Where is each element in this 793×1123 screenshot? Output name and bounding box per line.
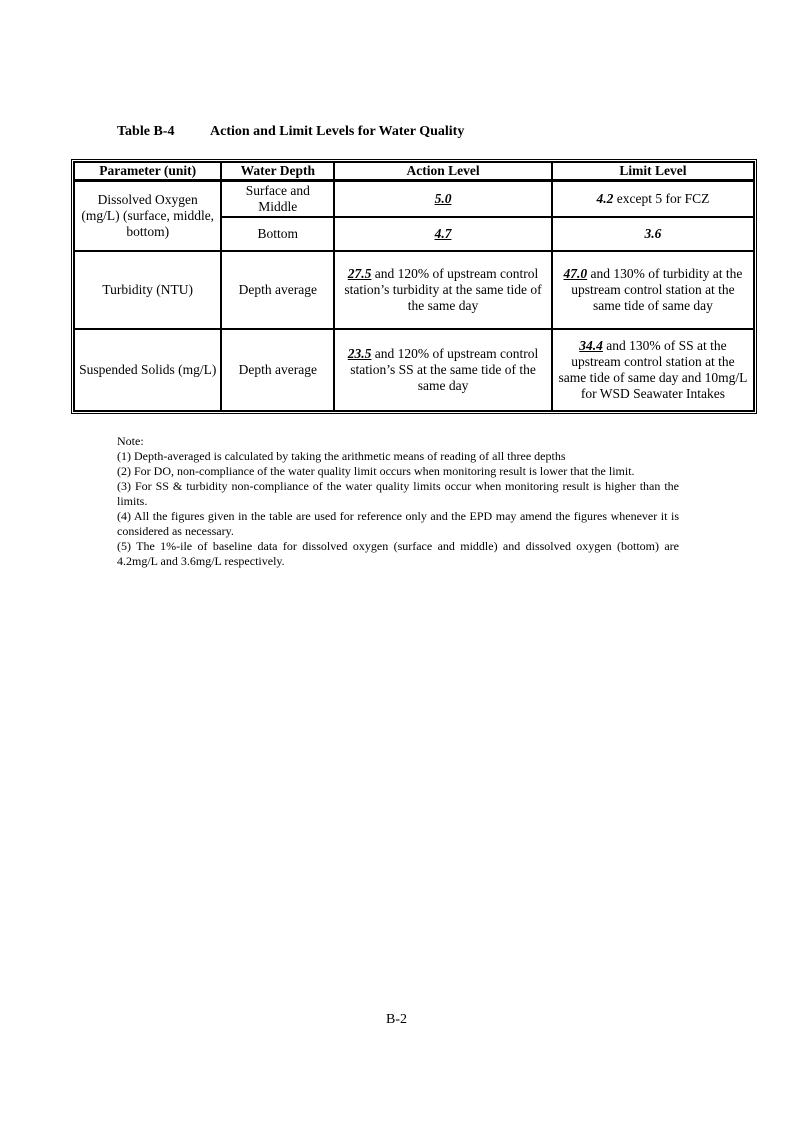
table-caption: Action and Limit Levels for Water Quality <box>210 124 465 139</box>
note-item: (1) Depth-averaged is calculated by taking the arithmetic means of reading of all three depths <box>117 449 566 463</box>
cell-action-ss <box>334 329 552 411</box>
header-water-depth: Water Depth <box>221 162 334 181</box>
cell-parameter-dissolved-oxygen: Dissolved Oxygen (mg/L) (surface, middle, bottom) <box>74 181 221 251</box>
limit-value: 4.2 <box>596 191 614 206</box>
table-row <box>74 181 754 217</box>
limit-value: 3.6 <box>644 226 662 241</box>
cell-depth-surface-middle: Surface and Middle <box>221 181 334 217</box>
header-action-level: Action Level <box>334 162 552 181</box>
notes-section <box>117 434 679 569</box>
cell-action-do-bottom <box>334 217 552 251</box>
cell-parameter-suspended-solids: Suspended Solids (mg/L) <box>74 329 221 411</box>
cell-depth-bottom: Bottom <box>221 217 334 251</box>
page-number: B-2 <box>386 1012 407 1027</box>
table-row <box>74 251 754 329</box>
action-value: 4.7 <box>434 226 452 241</box>
table-title <box>117 124 464 140</box>
cell-limit-do-bottom <box>552 217 754 251</box>
limit-text: and 130% of turbidity at the upstream control station at the same tide of same day <box>571 266 743 313</box>
notes-heading: Note: <box>117 434 144 448</box>
action-value: 27.5 <box>347 266 372 281</box>
cell-depth-turbidity: Depth average <box>221 251 334 329</box>
table-label: Table B-4 <box>117 124 175 139</box>
cell-limit-turbidity <box>552 251 754 329</box>
action-text: and 120% of upstream control station’s SS at the same tide of the same day <box>350 346 539 393</box>
cell-action-turbidity <box>334 251 552 329</box>
note-item: (2) For DO, non-compliance of the water quality limit occurs when monitoring result is lower that the limit. <box>117 464 635 478</box>
limit-text: and 130% of SS at the upstream control station at the same tide of same day and 10mg/L for WSD Seawater Intakes <box>558 338 748 401</box>
cell-parameter-turbidity: Turbidity (NTU) <box>74 251 221 329</box>
limit-value: 34.4 <box>579 338 603 353</box>
cell-depth-ss: Depth average <box>221 329 334 411</box>
cell-limit-do-surface <box>552 181 754 217</box>
water-quality-table <box>71 159 757 414</box>
note-item: (4) All the figures given in the table are used for reference only and the EPD may amend the figures whenever it is considered as necessary. <box>117 509 679 538</box>
cell-action-do-surface <box>334 181 552 217</box>
action-text: and 120% of upstream control station’s turbidity at the same tide of the same day <box>344 266 542 313</box>
limit-text: except 5 for FCZ <box>613 191 710 206</box>
action-value: 23.5 <box>347 346 372 361</box>
note-item: (3) For SS & turbidity non-compliance of the water quality limits occur when monitoring result is higher than the limits. <box>117 479 679 508</box>
header-parameter: Parameter (unit) <box>74 162 221 181</box>
note-item: (5) The 1%-ile of baseline data for dissolved oxygen (surface and middle) and dissolved oxygen (bottom) are 4.2mg/L and 3.6mg/L respectively. <box>117 539 679 568</box>
limit-value: 47.0 <box>563 266 588 281</box>
action-value: 5.0 <box>434 191 452 206</box>
header-limit-level: Limit Level <box>552 162 754 181</box>
table-row <box>74 329 754 411</box>
cell-limit-ss <box>552 329 754 411</box>
table-header-row <box>74 162 754 181</box>
